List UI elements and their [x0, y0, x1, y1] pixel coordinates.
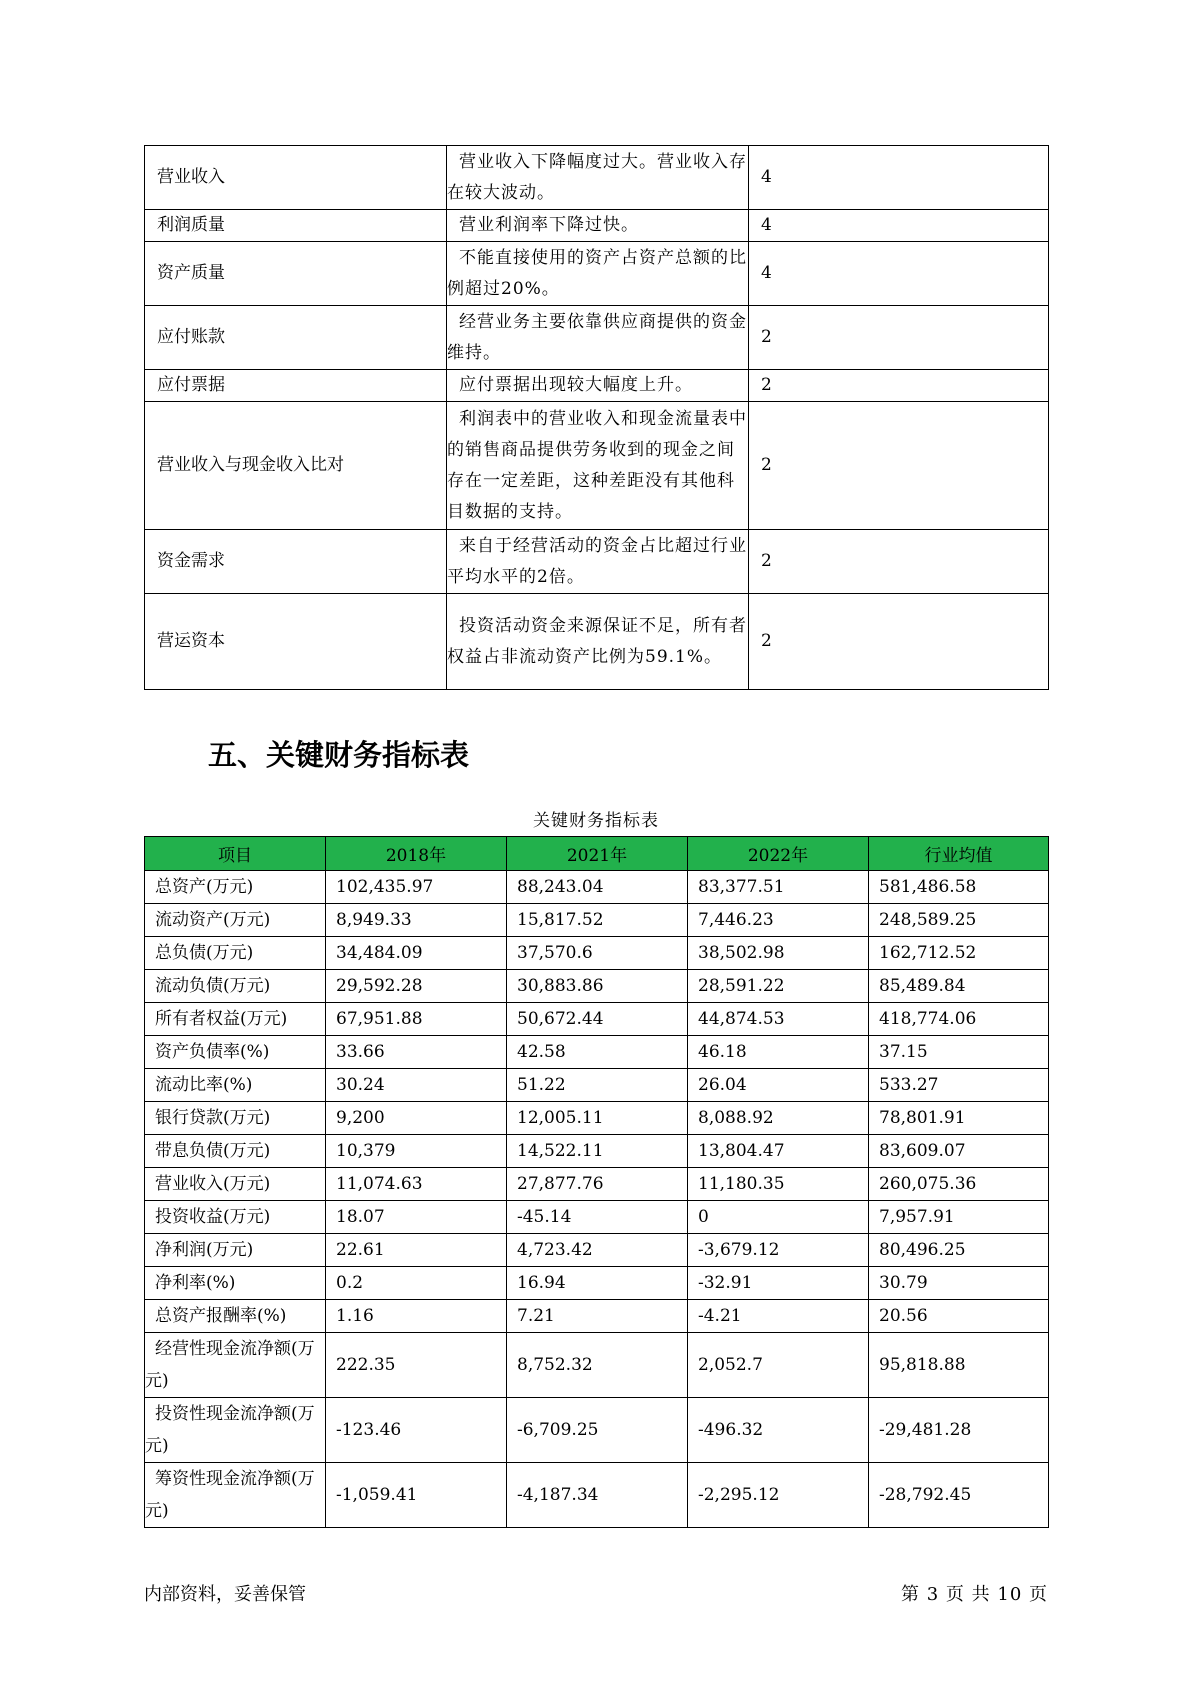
industry-average-cell: 80,496.25 — [869, 1234, 1049, 1267]
row-label-cell: 带息负债(万元) — [145, 1135, 326, 1168]
industry-average-cell: 418,774.06 — [869, 1003, 1049, 1036]
value-2022-cell: 11,180.35 — [688, 1168, 869, 1201]
risk-score-cell: 4 — [749, 210, 1049, 242]
header-cell-2021: 2021年 — [507, 837, 688, 871]
row-label-cell: 银行贷款(万元) — [145, 1102, 326, 1135]
value-2022-cell: 28,591.22 — [688, 970, 869, 1003]
value-2018-cell: 33.66 — [326, 1036, 507, 1069]
value-2022-cell: 2,052.7 — [688, 1333, 869, 1398]
risk-item-cell: 资产质量 — [145, 242, 447, 306]
table-row — [145, 146, 1049, 210]
value-2018-cell: 18.07 — [326, 1201, 507, 1234]
industry-average-cell: 37.15 — [869, 1036, 1049, 1069]
row-label-cell: 净利润(万元) — [145, 1234, 326, 1267]
row-label-cell: 总负债(万元) — [145, 937, 326, 970]
value-2021-cell: 14,522.11 — [507, 1135, 688, 1168]
risk-table-body — [145, 146, 1049, 690]
value-2021-cell: -6,709.25 — [507, 1398, 688, 1463]
industry-average-cell: -29,481.28 — [869, 1398, 1049, 1463]
industry-average-cell: 85,489.84 — [869, 970, 1049, 1003]
table-row — [145, 210, 1049, 242]
value-2021-cell: 27,877.76 — [507, 1168, 688, 1201]
row-label-cell: 营业收入(万元) — [145, 1168, 326, 1201]
table-row — [145, 402, 1049, 530]
risk-description-cell: 来自于经营活动的资金占比超过行业平均水平的2倍。 — [447, 530, 749, 594]
key-financial-indicator-table — [144, 836, 1049, 1528]
industry-average-cell: 533.27 — [869, 1069, 1049, 1102]
table-row — [145, 904, 1049, 937]
row-label-cell: 总资产报酬率(%) — [145, 1300, 326, 1333]
value-2018-cell: 30.24 — [326, 1069, 507, 1102]
header-cell-2022: 2022年 — [688, 837, 869, 871]
value-2018-cell: 10,379 — [326, 1135, 507, 1168]
value-2018-cell: -1,059.41 — [326, 1463, 507, 1528]
table-row — [145, 1267, 1049, 1300]
footer-page-number: 第 3 页 共 10 页 — [901, 1584, 1048, 1605]
value-2018-cell: 1.16 — [326, 1300, 507, 1333]
value-2021-cell: -45.14 — [507, 1201, 688, 1234]
kpi-table-body — [145, 871, 1049, 1528]
footer-confidential-note: 内部资料，妥善保管 — [144, 1584, 306, 1605]
value-2021-cell: 7.21 — [507, 1300, 688, 1333]
table-row — [145, 937, 1049, 970]
value-2021-cell: 42.58 — [507, 1036, 688, 1069]
risk-score-cell: 4 — [749, 146, 1049, 210]
value-2021-cell: 30,883.86 — [507, 970, 688, 1003]
value-2022-cell: 46.18 — [688, 1036, 869, 1069]
table-row — [145, 871, 1049, 904]
value-2018-cell: 22.61 — [326, 1234, 507, 1267]
industry-average-cell: 260,075.36 — [869, 1168, 1049, 1201]
table-caption: 关键财务指标表 — [533, 811, 659, 831]
value-2021-cell: -4,187.34 — [507, 1463, 688, 1528]
value-2018-cell: 34,484.09 — [326, 937, 507, 970]
value-2021-cell: 8,752.32 — [507, 1333, 688, 1398]
value-2018-cell: 9,200 — [326, 1102, 507, 1135]
table-row — [145, 1463, 1049, 1528]
risk-score-cell: 2 — [749, 530, 1049, 594]
value-2021-cell: 51.22 — [507, 1069, 688, 1102]
section-title: 五、关键财务指标表 — [208, 738, 470, 772]
industry-average-cell: 248,589.25 — [869, 904, 1049, 937]
risk-item-cell: 营运资本 — [145, 594, 447, 690]
industry-average-cell: 20.56 — [869, 1300, 1049, 1333]
value-2022-cell: 13,804.47 — [688, 1135, 869, 1168]
industry-average-cell: 30.79 — [869, 1267, 1049, 1300]
value-2022-cell: -496.32 — [688, 1398, 869, 1463]
table-row — [145, 1036, 1049, 1069]
industry-average-cell: 78,801.91 — [869, 1102, 1049, 1135]
row-label-cell: 资产负债率(%) — [145, 1036, 326, 1069]
value-2021-cell: 50,672.44 — [507, 1003, 688, 1036]
risk-score-cell: 2 — [749, 594, 1049, 690]
value-2018-cell: 67,951.88 — [326, 1003, 507, 1036]
table-row — [145, 242, 1049, 306]
value-2022-cell: 0 — [688, 1201, 869, 1234]
row-label-cell: 筹资性现金流净额(万元) — [145, 1463, 326, 1528]
risk-description-cell: 营业利润率下降过快。 — [447, 210, 749, 242]
row-label-cell: 所有者权益(万元) — [145, 1003, 326, 1036]
risk-item-cell: 利润质量 — [145, 210, 447, 242]
header-cell-2018: 2018年 — [326, 837, 507, 871]
value-2022-cell: 44,874.53 — [688, 1003, 869, 1036]
industry-average-cell: 162,712.52 — [869, 937, 1049, 970]
industry-average-cell: 581,486.58 — [869, 871, 1049, 904]
risk-score-cell: 2 — [749, 402, 1049, 530]
value-2021-cell: 15,817.52 — [507, 904, 688, 937]
industry-average-cell: -28,792.45 — [869, 1463, 1049, 1528]
row-label-cell: 投资性现金流净额(万元) — [145, 1398, 326, 1463]
risk-item-cell: 营业收入与现金收入比对 — [145, 402, 447, 530]
risk-description-cell: 经营业务主要依靠供应商提供的资金维持。 — [447, 306, 749, 370]
table-row — [145, 530, 1049, 594]
row-label-cell: 投资收益(万元) — [145, 1201, 326, 1234]
risk-item-cell: 营业收入 — [145, 146, 447, 210]
row-label-cell: 总资产(万元) — [145, 871, 326, 904]
table-row — [145, 1003, 1049, 1036]
industry-average-cell: 7,957.91 — [869, 1201, 1049, 1234]
value-2022-cell: 38,502.98 — [688, 937, 869, 970]
value-2022-cell: 8,088.92 — [688, 1102, 869, 1135]
value-2018-cell: 102,435.97 — [326, 871, 507, 904]
value-2021-cell: 12,005.11 — [507, 1102, 688, 1135]
value-2018-cell: 29,592.28 — [326, 970, 507, 1003]
table-row — [145, 1201, 1049, 1234]
value-2022-cell: -32.91 — [688, 1267, 869, 1300]
table-row — [145, 1234, 1049, 1267]
value-2021-cell: 37,570.6 — [507, 937, 688, 970]
header-cell-item: 项目 — [145, 837, 326, 871]
table-row — [145, 1168, 1049, 1201]
value-2018-cell: -123.46 — [326, 1398, 507, 1463]
industry-average-cell: 95,818.88 — [869, 1333, 1049, 1398]
value-2018-cell: 0.2 — [326, 1267, 507, 1300]
risk-item-cell: 应付账款 — [145, 306, 447, 370]
value-2018-cell: 8,949.33 — [326, 904, 507, 937]
row-label-cell: 流动负债(万元) — [145, 970, 326, 1003]
table-row — [145, 594, 1049, 690]
risk-score-cell: 2 — [749, 370, 1049, 402]
row-label-cell: 流动比率(%) — [145, 1069, 326, 1102]
header-cell-industry-average: 行业均值 — [869, 837, 1049, 871]
table-row — [145, 970, 1049, 1003]
value-2018-cell: 11,074.63 — [326, 1168, 507, 1201]
risk-indicator-table — [144, 145, 1049, 690]
table-row — [145, 370, 1049, 402]
risk-score-cell: 4 — [749, 242, 1049, 306]
table-row — [145, 1102, 1049, 1135]
table-row — [145, 1333, 1049, 1398]
table-row — [145, 1069, 1049, 1102]
risk-description-cell: 营业收入下降幅度过大。营业收入存在较大波动。 — [447, 146, 749, 210]
table-header-row — [145, 837, 1049, 871]
risk-item-cell: 资金需求 — [145, 530, 447, 594]
table-row — [145, 1300, 1049, 1333]
value-2022-cell: -3,679.12 — [688, 1234, 869, 1267]
value-2022-cell: 7,446.23 — [688, 904, 869, 937]
risk-description-cell: 投资活动资金来源保证不足，所有者权益占非流动资产比例为59.1%。 — [447, 594, 749, 690]
value-2018-cell: 222.35 — [326, 1333, 507, 1398]
row-label-cell: 流动资产(万元) — [145, 904, 326, 937]
industry-average-cell: 83,609.07 — [869, 1135, 1049, 1168]
row-label-cell: 经营性现金流净额(万元) — [145, 1333, 326, 1398]
value-2021-cell: 88,243.04 — [507, 871, 688, 904]
value-2022-cell: -2,295.12 — [688, 1463, 869, 1528]
table-row — [145, 1135, 1049, 1168]
risk-description-cell: 应付票据出现较大幅度上升。 — [447, 370, 749, 402]
table-row — [145, 1398, 1049, 1463]
value-2022-cell: 83,377.51 — [688, 871, 869, 904]
value-2021-cell: 4,723.42 — [507, 1234, 688, 1267]
risk-score-cell: 2 — [749, 306, 1049, 370]
row-label-cell: 净利率(%) — [145, 1267, 326, 1300]
risk-description-cell: 不能直接使用的资产占资产总额的比例超过20%。 — [447, 242, 749, 306]
risk-item-cell: 应付票据 — [145, 370, 447, 402]
value-2022-cell: 26.04 — [688, 1069, 869, 1102]
table-row — [145, 306, 1049, 370]
value-2022-cell: -4.21 — [688, 1300, 869, 1333]
risk-description-cell: 利润表中的营业收入和现金流量表中的销售商品提供劳务收到的现金之间存在一定差距，这种差距没有其他科目数据的支持。 — [447, 402, 749, 530]
value-2021-cell: 16.94 — [507, 1267, 688, 1300]
